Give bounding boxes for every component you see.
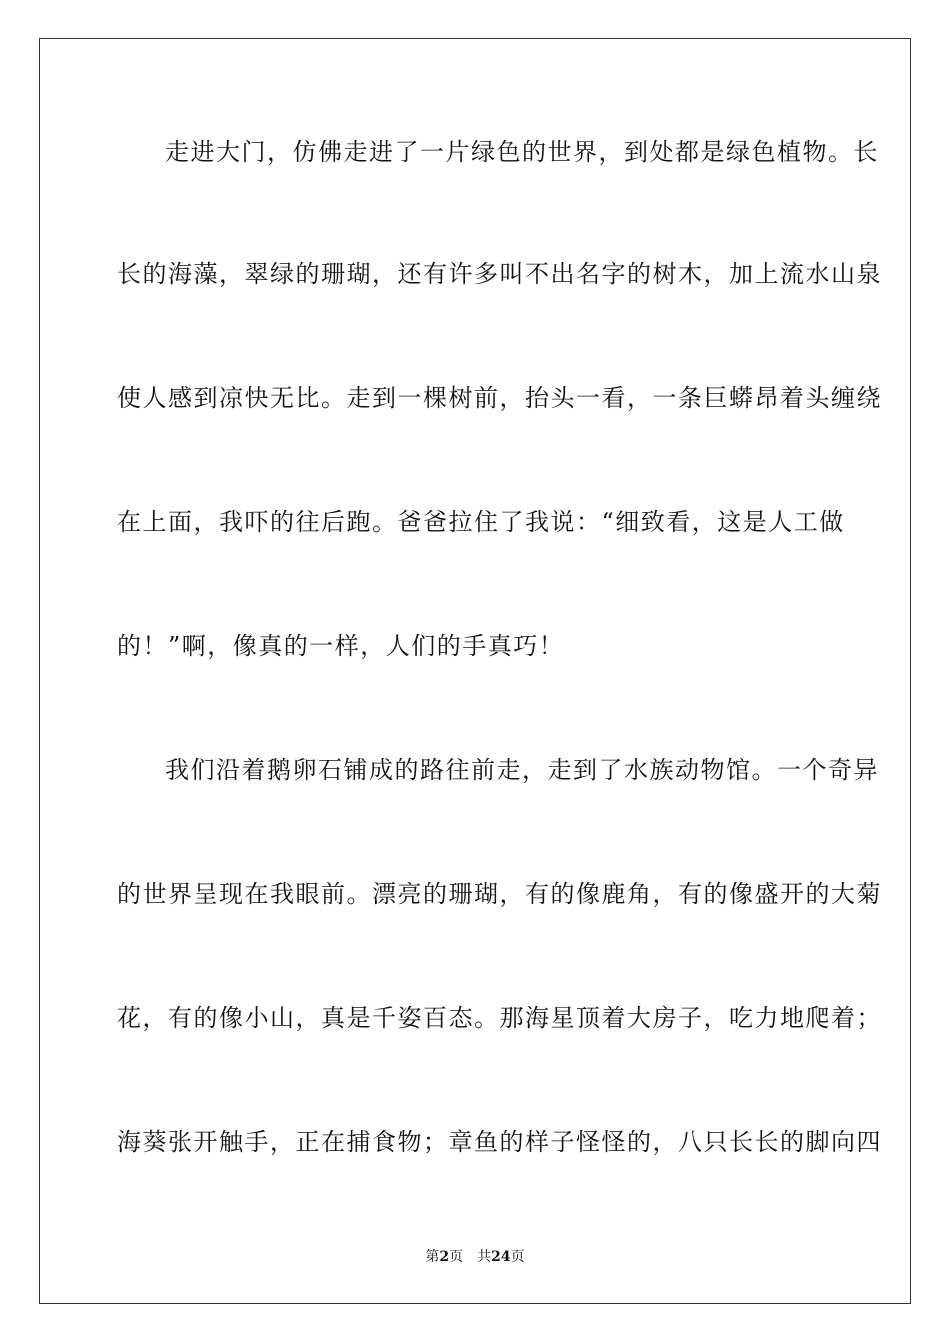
paragraph-2-line-2: 的世界呈现在我眼前。漂亮的珊瑚，有的像鹿角，有的像盛开的大菊 <box>117 880 882 908</box>
paragraph-1-line-2: 长的海藻，翠绿的珊瑚，还有许多叫不出名字的树木，加上流水山泉 <box>117 260 882 288</box>
page-footer <box>0 1248 950 1266</box>
paragraph-1-line-4: 在上面，我吓的往后跑。爸爸拉住了我说：“细致看，这是人工做 <box>117 508 845 536</box>
paragraph-2-line-4: 海葵张开触手，正在捕食物；章鱼的样子怪怪的，八只长长的脚向四 <box>117 1128 882 1156</box>
total-prefix: 共 <box>477 1249 492 1265</box>
current-page-number: 2 <box>439 1249 450 1265</box>
page-suffix: 页 <box>449 1249 464 1265</box>
page-border <box>39 38 911 1304</box>
total-pages-number: 24 <box>491 1249 511 1265</box>
paragraph-1-line-5: 的！”啊，像真的一样，人们的手真巧！ <box>117 632 565 660</box>
page-prefix: 第 <box>425 1249 440 1265</box>
paragraph-1-line-1: 走进大门，仿佛走进了一片绿色的世界，到处都是绿色植物。长 <box>165 138 879 166</box>
paragraph-1-line-3: 使人感到凉快无比。走到一棵树前，抬头一看，一条巨蟒昂着头缠绕 <box>117 384 882 412</box>
paragraph-2-line-1: 我们沿着鹅卵石铺成的路往前走，走到了水族动物馆。一个奇异 <box>165 756 879 784</box>
total-suffix: 页 <box>510 1249 525 1265</box>
paragraph-2-line-3: 花，有的像小山，真是千姿百态。那海星顶着大房子，吃力地爬着； <box>117 1004 882 1032</box>
